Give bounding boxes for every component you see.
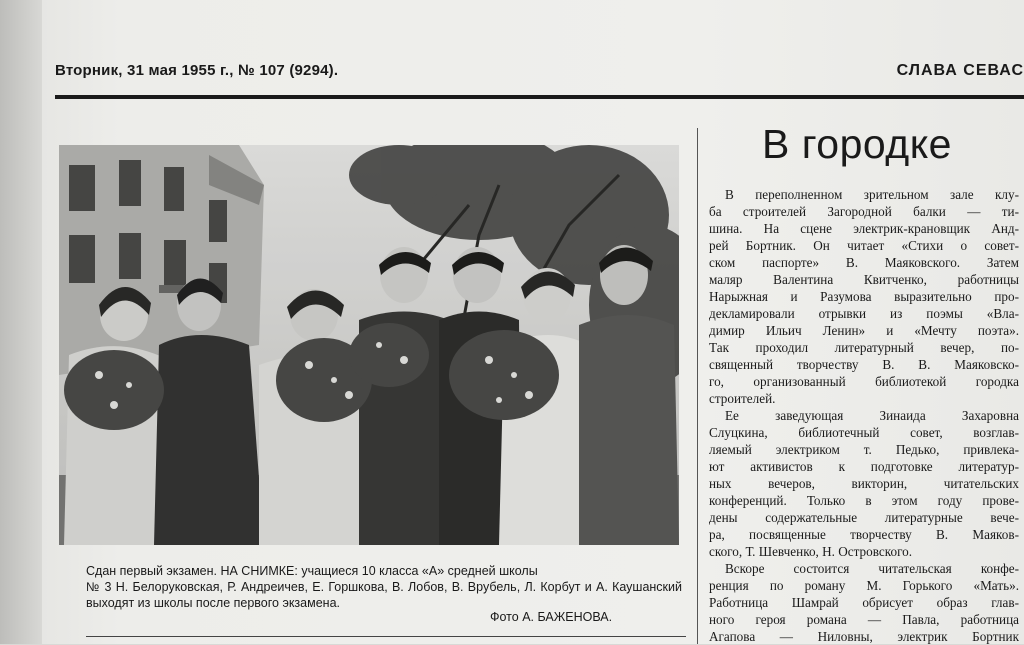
article-line: рей Бортник. Он читает «Стихи о совет- [709,238,1019,253]
article-line: ного героя романа — Павла, работница [709,612,1019,627]
article-line: ском паспорте» В. Маяковского. Затем [709,255,1019,270]
bottom-rule [86,636,686,637]
article-line: ных вечеров, викторин, читательских [709,476,1019,491]
article-line: Ее заведующая Зинаида Захаровна [725,408,1019,423]
article-line: ляемый электриком т. Педько, привлека- [709,442,1019,457]
column-separator [697,128,698,644]
page-header [55,62,1024,88]
article-line: ра, посвященные творчеству В. Маяков- [709,527,1019,542]
article-body [709,186,1019,645]
article-line: ба строителей Загородной балки — ти- [709,204,1019,219]
article-line: го, организованный библиотекой городка [709,374,1019,389]
article-line: строителей. [709,391,776,406]
article-line: ского, Т. Шевченко, Н. Островского. [709,544,913,559]
photo-credit: Фото А. БАЖЕНОВА. [490,610,613,624]
newspaper-name: СЛАВА СЕВАС [896,62,1024,79]
article-line: Нарыжная и Разумова выразительно про- [709,289,1019,304]
photo-caption [86,563,682,611]
photo-illustration [59,145,679,545]
page-margin-shadow [0,0,42,644]
article-line: дены содержательные литературные вече- [709,510,1019,525]
article-line: Вскоре состоится читательская конфе- [725,561,1019,576]
article-line: конференций. Только в этом году прове- [709,493,1019,508]
article-line: Так проходил литературный вечер, по- [709,340,1019,355]
article-line: ют активистов к подготовке литератур- [709,459,1019,474]
article-line: димир Ильич Ленин» и «Мечту поэта». [709,323,1019,338]
article-line: ренция по роману М. Горького «Мать». [709,578,1019,593]
article-line: В переполненном зрительном зале клу- [725,187,1019,202]
article-line: священный творчеству В. В. Маяковско- [709,357,1019,372]
article-line: Работница Шамрай обрисует образ глав- [709,595,1019,610]
article-line: шина. На сцене электрик-крановщик Анд- [709,221,1019,236]
caption-line: Сдан первый экзамен. НА СНИМКЕ: учащиеся 10 класса «А» средней школы [86,564,538,578]
article-line: маляр Валентина Квитченко, работницы [709,272,1019,287]
article-title: В городке [762,121,952,167]
header-rule [55,95,1024,99]
article-line: Слуцкина, библиотечный совет, возглав- [709,425,1019,440]
news-photo [59,145,679,545]
article-line: Агапова — Ниловны, электрик Бортник [709,629,1019,644]
issue-date: Вторник, 31 мая 1955 г., № 107 (9294). [55,62,339,79]
caption-line: № 3 Н. Белоруковская, Р. Андреичев, Е. Горшкова, В. Лобов, В. Врубель, Л. Корбут и А. Каушанский выходят из школы после первого экзамена. [86,580,682,610]
article-line: декламировали отрывки из поэмы «Вла- [709,306,1019,321]
